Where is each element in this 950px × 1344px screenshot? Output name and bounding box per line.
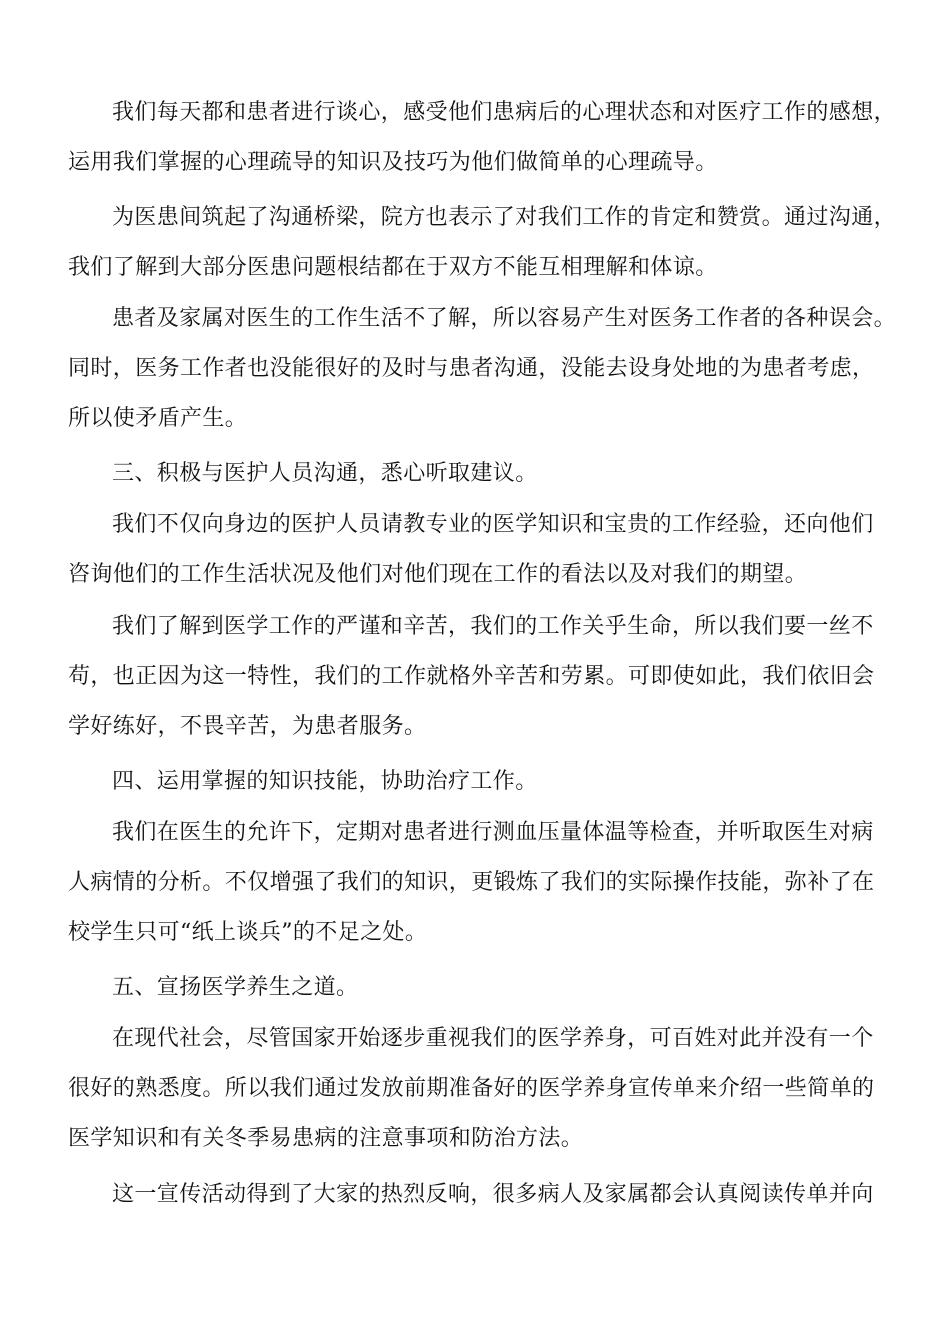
section-heading: 三、积极与医护人员沟通，悉心听取建议。 [112, 461, 538, 486]
text-line: 运用我们掌握的心理疏导的知识及技巧为他们做简单的心理疏导。 [68, 150, 718, 175]
text-line: 很好的熟悉度。所以我们通过发放前期准备好的医学养身宣传单来介绍一些简单的 [68, 1076, 875, 1101]
text-line: 患者及家属对医生的工作生活不了解，所以容易产生对医务工作者的各种误会。 [112, 306, 897, 331]
section-heading: 四、运用掌握的知识技能，协助治疗工作。 [112, 769, 538, 794]
text-line: 我们不仅向身边的医护人员请教专业的医学知识和宝贵的工作经验，还向他们 [112, 512, 874, 537]
text-line: 人病情的分析。不仅增强了我们的知识，更锻炼了我们的实际操作技能，弥补了在 [68, 870, 875, 895]
text-line: 同时，医务工作者也没能很好的及时与患者沟通，没能去设身处地的为患者考虑， [68, 356, 875, 381]
text-line: 为医患间筑起了沟通桥梁，院方也表示了对我们工作的肯定和赞赏。通过沟通， [112, 205, 897, 230]
text-line: 所以使矛盾产生。 [68, 406, 248, 431]
text-line: 我们了解到医学工作的严谨和辛苦，我们的工作关乎生命，所以我们要一丝不 [112, 614, 874, 639]
text-line: 我们了解到大部分医患问题根结都在于双方不能互相理解和体谅。 [68, 255, 718, 280]
text-line: 学好练好，不畏辛苦，为患者服务。 [68, 714, 427, 739]
text-line: 我们在医生的允许下，定期对患者进行测血压量体温等检查，并听取医生对病 [112, 820, 874, 845]
text-line: 苟，也正因为这一特性，我们的工作就格外辛苦和劳累。可即使如此，我们依旧会 [68, 664, 875, 689]
text-line: 校学生只可“纸上谈兵”的不足之处。 [68, 920, 428, 945]
text-line: 在现代社会，尽管国家开始逐步重视我们的医学养身，可百姓对此并没有一个 [112, 1026, 874, 1051]
text-line: 医学知识和有关冬季易患病的注意事项和防治方法。 [68, 1126, 584, 1151]
text-line: 咨询他们的工作生活状况及他们对他们现在工作的看法以及对我们的期望。 [68, 562, 808, 587]
section-heading: 五、宣扬医学养生之道。 [112, 975, 359, 1000]
text-line: 我们每天都和患者进行谈心，感受他们患病后的心理状态和对医疗工作的感想， [112, 100, 897, 125]
text-line: 这一宣传活动得到了大家的热烈反响，很多病人及家属都会认真阅读传单并向 [112, 1182, 874, 1207]
